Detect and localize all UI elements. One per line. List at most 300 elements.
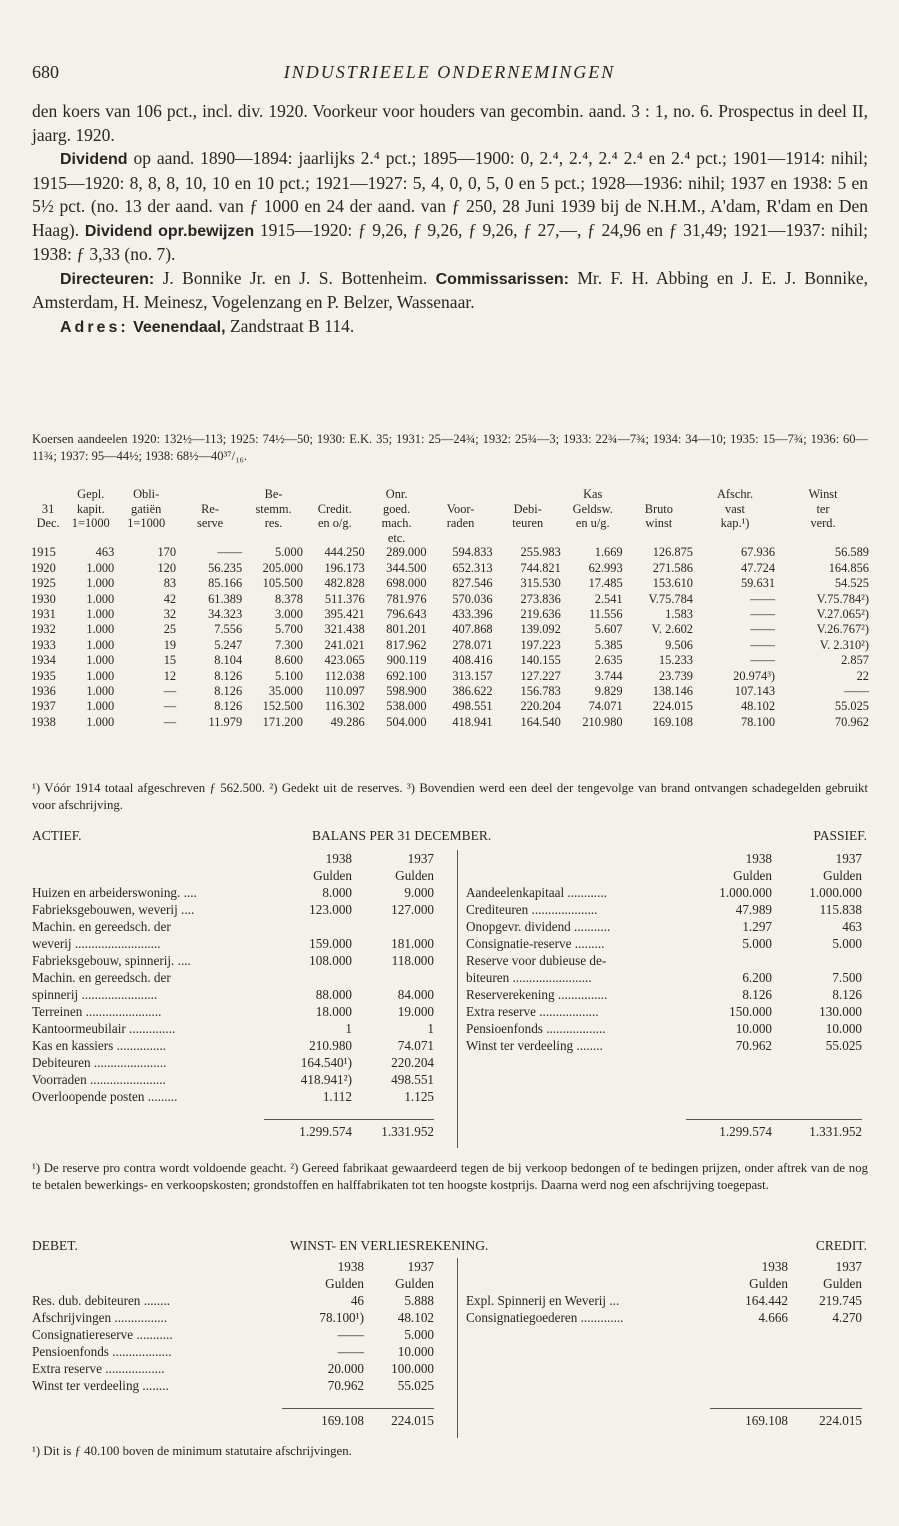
dividend-label: Dividend [60,151,128,168]
spacer-row [32,1394,434,1409]
value-cell: 126.875 [652,545,693,560]
ledger-value-1938: 1 [345,1021,352,1036]
ledger-label: Debiteuren ...................... [32,1055,167,1070]
value-cell: 3.000 [275,607,303,621]
value-cell: 139.092 [520,622,561,637]
total-row [32,1409,434,1430]
ledger-label: Winst ter verdeeling ........ [32,1378,169,1393]
spacer-cell [466,1105,862,1120]
blank-cell [466,1120,686,1141]
ledger-value-1938: 1.297 [742,919,772,934]
ledger-value-1937: 127.000 [391,902,434,917]
value-cell: 116.302 [324,699,365,714]
ledger-value-1938 [264,969,352,986]
column-header: Afschr. [716,487,754,501]
value-cell: 49.286 [330,714,365,729]
unit-header: Gulden [395,868,434,883]
dividend-bewijzen-text: 1915—1920: ƒ 9,26, ƒ 9,26, ƒ 9,26, ƒ 27,—, ƒ 24,96 en ƒ 31,49; 1921—1937: nihil; 1938: ƒ 3,33 (no. 7). [32,219,869,264]
ledger-value-1938: 8.126 [742,987,772,1002]
total-value: 1.299.574 [264,1120,352,1141]
value-cell: 196.173 [324,560,365,575]
value-cell: —— [750,653,776,668]
column-header: Bruto [644,501,673,516]
ledger-value-1937 [352,969,434,986]
passief-section [466,850,862,1140]
ledger-value-1938: —— [337,1327,364,1342]
credit-table [466,1258,862,1429]
column-header: Credit. [317,501,352,516]
value-cell: 110.097 [324,684,365,699]
column-header: mach. [381,516,412,531]
spacer-row [466,1377,862,1394]
value-cell: 8.126 [214,684,243,699]
statistics-header [30,487,870,545]
value-cell: 164.856 [828,560,869,575]
total-row [32,1120,434,1141]
winst-divider [457,1258,458,1438]
ledger-label: weverij .......................... [32,936,161,951]
ledger-label: Consignatiereserve ........... [32,1327,173,1342]
ledger-row [466,935,862,952]
year-cell: 1930 [31,591,56,606]
column-header-row [32,1258,434,1275]
ledger-value-1937: 5.888 [404,1293,434,1308]
ledger-value-1937: 10.000 [825,1021,862,1036]
statistics-row [30,684,870,699]
value-cell: 744.821 [520,560,561,575]
value-cell: 20.974³) [733,668,776,683]
column-header [177,487,243,502]
value-cell: 570.036 [452,591,493,606]
ledger-row [32,935,434,952]
value-cell: 2.857 [841,653,869,668]
column-header [624,487,694,502]
year-cell: 1931 [31,607,56,621]
spacer-row [466,1394,862,1409]
value-cell: 224.015 [652,699,693,714]
column-header [30,531,66,546]
ledger-value-1938 [686,952,772,969]
value-cell: 83 [163,576,177,591]
column-header: 31 [41,501,55,516]
ledger-value-1938: 70.962 [735,1038,772,1053]
ledger-row [466,901,862,918]
column-header [494,487,562,502]
column-header [243,531,304,546]
ledger-row [466,952,862,969]
value-cell: 8.378 [275,591,303,606]
total-row [466,1409,862,1430]
value-cell: 801.201 [386,622,427,637]
value-cell: 1.000 [86,560,115,575]
value-cell: 698.000 [386,576,427,591]
ledger-value-1937: 1.000.000 [809,885,862,900]
ledger-value-1937: 219.745 [819,1293,862,1308]
column-header: Voor- [446,501,475,516]
page-number: 680 [32,62,59,82]
value-cell: 418.941 [452,714,493,729]
ledger-value-1937: 220.204 [391,1055,434,1070]
value-cell: 48.102 [740,699,776,714]
column-header: en u/g. [575,516,610,531]
value-cell: 11.556 [589,607,623,621]
column-header [304,531,366,546]
blank-cell [32,867,264,884]
spacer-row [32,1105,434,1120]
spacer-cell [466,1394,862,1409]
value-cell: 8.104 [214,653,243,668]
value-cell: 8.126 [214,668,243,683]
ledger-value-1937: 118.000 [391,953,434,968]
ledger-label: Pensioenfonds .................. [32,1344,172,1359]
debet-table [32,1258,434,1429]
value-cell: 315.530 [520,576,561,591]
ledger-row [466,1292,862,1309]
ledger-row [466,986,862,1003]
value-cell: 5.385 [594,637,623,652]
value-cell: 171.200 [262,714,303,729]
column-header: verd. [810,516,836,531]
value-cell: 140.155 [520,653,561,668]
statistics-row [30,607,870,622]
value-cell: 1.000 [86,714,115,729]
actief-section [32,850,434,1140]
statistics-table [30,487,870,730]
spacer-cell [32,1394,434,1409]
spacer-cell [466,1360,862,1377]
ledger-label: Reserve voor dubieuse de- [466,953,607,968]
directeuren-label: Directeuren: [60,270,155,288]
blank-cell [466,1275,710,1292]
ledger-value-1938: 6.200 [742,970,772,985]
ledger-value-1938: 4.666 [758,1310,788,1325]
balans-footnote [32,1160,868,1194]
year-cell: 1938 [31,714,56,729]
value-cell: 2.635 [594,653,623,668]
statistics-row [30,622,870,637]
spacer-cell [466,1054,862,1071]
value-cell: 22 [856,668,869,683]
directeuren-text: J. Bonnike Jr. en J. S. Bottenheim. [162,267,428,288]
value-cell: 7.300 [275,637,303,652]
winst-footnote-text: ¹) Dit is ƒ 40.100 boven de minimum statutaire afschrijvingen. [32,1444,352,1458]
blank-cell [466,1258,710,1275]
blank-cell [32,850,264,867]
ledger-label: Huizen en arbeiderswoning. .... [32,885,197,900]
column-header: teuren [512,516,544,531]
value-cell: 56.589 [834,545,869,560]
unit-header: Gulden [823,868,862,883]
column-header: raden [446,516,475,531]
value-cell: 32 [163,607,177,621]
ledger-label: Pensioenfonds .................. [466,1021,606,1036]
ledger-label: biteuren ........................ [466,970,592,985]
statistics-header-row [30,531,870,546]
ledger-value-1938: 20.000 [327,1361,364,1376]
value-cell: —— [217,545,243,560]
column-header: goed. [383,501,411,516]
value-cell: 105.500 [262,576,303,591]
column-header [115,531,177,546]
ledger-value-1937: 1.125 [404,1089,434,1104]
value-cell: 511.376 [324,591,365,606]
ledger-row [32,986,434,1003]
value-cell: 5.100 [275,668,303,683]
value-cell: 56.235 [208,560,243,575]
company-description [32,100,868,339]
column-header-row [466,850,862,867]
spacer-row [466,1088,862,1105]
ledger-row [32,1377,434,1394]
value-cell: 1.000 [86,684,115,699]
dividend-bewijzen-label: Dividend opr.bewijzen [84,222,255,240]
column-header: stemm. [255,501,292,516]
ledger-row [32,901,434,918]
ledger-row [32,1309,434,1326]
value-cell: 289.000 [386,545,427,560]
column-header: Kas [583,487,603,501]
value-cell: 313.157 [452,668,493,683]
statistics-footnote-text: ¹) Vóór 1914 totaal afgeschreven ƒ 562.500. ²) Gedekt uit de reserves. ³) Bovendien werd een deel der tengevolge van brand ontvangen schadegelden gebruikt voor afschrijving. [32,781,868,812]
column-header-row [32,1275,434,1292]
value-cell: 5.700 [275,622,303,637]
statistics-header-row [30,502,870,517]
ledger-value-1938: —— [337,1344,364,1359]
value-cell: 197.223 [520,637,561,652]
blank-cell [466,1409,710,1430]
column-header: vast [725,501,745,516]
ledger-value-1937 [352,918,434,935]
ledger-value-1938: 70.962 [327,1378,364,1393]
ledger-value-1937: 1 [427,1021,434,1036]
column-header: Re- [201,501,220,516]
ledger-value-1938: 164.442 [745,1293,788,1308]
ledger-label: Kas en kassiers ............... [32,1038,167,1053]
value-cell: 504.000 [386,714,427,729]
value-cell: 538.000 [386,699,427,714]
value-cell: 1.583 [665,607,693,621]
value-cell: 463 [95,545,115,560]
ledger-row [32,1088,434,1105]
ledger-value-1937: 4.270 [832,1310,862,1325]
column-header [562,531,624,546]
spacer-cell [466,1071,862,1088]
value-cell: 164.540 [520,714,561,729]
actief-title: ACTIEF. [32,828,82,843]
spacer-row [466,1360,862,1377]
ledger-value-1937: 55.025 [397,1378,434,1393]
column-header: Onr. [385,487,408,501]
ledger-label: Overloopende posten ......... [32,1089,178,1104]
value-cell: 219.636 [520,607,561,621]
unit-header: Gulden [313,868,352,883]
ledger-value-1938: 418.941²) [300,1072,352,1087]
column-header: winst [645,516,673,531]
value-cell: —— [750,591,776,606]
ledger-value-1937: 74.071 [397,1038,434,1053]
actief-table [32,850,434,1140]
prose-paragraph-dividend [32,147,868,267]
value-cell: 170 [157,545,177,560]
year-cell: 1936 [31,684,56,699]
value-cell: 827.546 [452,576,493,591]
column-header: Gepl. [77,487,105,501]
ledger-value-1938: 210.980 [309,1038,352,1053]
ledger-value-1937: 19.000 [397,1004,434,1019]
ledger-label: Machin. en gereedsch. der [32,919,171,934]
spacer-row [466,1326,862,1343]
value-cell: 781.976 [386,591,427,606]
value-cell: 1.000 [86,576,115,591]
unit-header: Gulden [325,1276,364,1291]
value-cell: 271.586 [652,560,693,575]
year-header: 1938 [761,1259,788,1274]
ledger-value-1937: 10.000 [397,1344,434,1359]
ledger-value-1938: 10.000 [735,1021,772,1036]
ledger-value-1937: 48.102 [397,1310,434,1325]
column-header: res. [264,516,283,531]
ledger-row [32,1054,434,1071]
ledger-value-1938: 78.100¹) [319,1310,364,1325]
value-cell: 35.000 [268,684,303,699]
value-cell: 5.607 [594,622,623,637]
column-header [624,531,694,546]
year-cell: 1932 [31,622,56,637]
ledger-label: Reserverekening ............... [466,987,608,1002]
column-header: etc. [387,530,406,545]
value-cell: 796.643 [386,607,427,621]
ledger-value-1938: 88.000 [315,987,352,1002]
ledger-value-1937: 84.000 [397,987,434,1002]
ledger-value-1937: 7.500 [832,970,862,985]
year-header: 1938 [325,851,352,866]
value-cell: 1.669 [594,545,623,560]
value-cell: —— [750,607,776,621]
ledger-value-1937: 5.000 [404,1327,434,1342]
debet-section [32,1258,434,1429]
value-cell: 11.979 [208,714,243,729]
spacer-cell [32,1105,434,1120]
ledger-label: Aandeelenkapitaal ............ [466,885,607,900]
koersen-block [32,431,868,465]
unit-header: Gulden [823,1276,862,1291]
unit-header: Gulden [733,868,772,883]
value-cell: V.75.784²) [816,591,869,606]
ledger-label: Expl. Spinnerij en Weverij ... [466,1293,620,1308]
value-cell: 78.100 [740,714,776,729]
column-header: serve [197,516,224,531]
value-cell: — [163,714,177,729]
year-header: 1938 [745,851,772,866]
ledger-row [466,918,862,935]
ledger-value-1937: 498.551 [391,1072,434,1087]
spacer-row [466,1105,862,1120]
ledger-value-1938: 8.000 [322,885,352,900]
column-header: gatiën [131,501,162,516]
value-cell: 210.980 [582,714,623,729]
value-cell: 152.500 [262,699,303,714]
year-header: 1938 [337,1259,364,1274]
year-header: 1937 [407,1259,434,1274]
value-cell: 9.829 [594,684,623,699]
koersen-text: Koersen aandeelen 1920: 132½—113; 1925: 74½—50; 1930: E.K. 35; 1931: 25—24¾; 1932: 25¾—3; 1933: 22¾—7¾; 1934: 34—10; 1935: 15—7¾; 1936: 60—11¾; 1937: 95—44½; 1938: 68½—40³⁷/₁₆. [32,432,868,463]
ledger-row [32,918,434,935]
column-header: Winst [808,487,838,501]
commissarissen-label: Commissarissen: [435,270,569,288]
credit-title: CREDIT. [815,1238,867,1253]
total-value: 224.015 [364,1409,434,1430]
year-cell: 1915 [31,545,56,560]
ledger-label: Onopgevr. dividend ........... [466,919,611,934]
value-cell: 67.936 [740,545,776,560]
ledger-label: Fabrieksgebouw, spinnerij. .... [32,953,191,968]
ledger-row [32,1020,434,1037]
ledger-row [32,1292,434,1309]
ledger-row [466,1020,862,1037]
ledger-value-1938: 47.989 [735,902,772,917]
ledger-value-1937: 115.838 [819,902,862,917]
spacer-cell [466,1088,862,1105]
value-cell: 74.071 [588,699,623,714]
value-cell: 1.000 [86,622,115,637]
value-cell: 61.389 [208,591,243,606]
running-title: INDUSTRIEELE ONDERNEMINGEN [283,62,616,82]
spacer-cell [466,1326,862,1343]
ledger-row [466,884,862,901]
prose-paragraph-adres [32,315,868,340]
column-header [776,531,870,546]
value-cell: 62.993 [588,560,623,575]
value-cell: 423.065 [324,653,365,668]
ledger-row [466,1037,862,1054]
value-cell: 278.071 [452,637,493,652]
adres-text: Zandstraat B 114. [229,315,355,336]
value-cell: 19 [163,637,177,652]
statistics-row [30,545,870,560]
spacer-cell [466,1377,862,1394]
ledger-label: Winst ter verdeeling ........ [466,1038,603,1053]
year-cell: 1920 [31,560,56,575]
statistics-row [30,561,870,576]
value-cell: 23.739 [658,668,693,683]
statistics-footnote [32,780,868,814]
value-cell: 386.622 [452,684,493,699]
value-cell: —— [750,637,776,652]
value-cell: 220.204 [520,699,561,714]
ledger-row [32,969,434,986]
statistics-row [30,638,870,653]
total-value: 169.108 [710,1409,788,1430]
ledger-label: Crediteuren .................... [466,902,598,917]
ledger-value-1937: 100.000 [391,1361,434,1376]
value-cell: 7.556 [214,622,243,637]
value-cell: 2.541 [594,591,623,606]
ledger-value-1938: 5.000 [742,936,772,951]
ledger-value-1937: 8.126 [832,987,862,1002]
ledger-row [466,969,862,986]
column-header [428,531,494,546]
passief-table [466,850,862,1140]
value-cell: 482.828 [324,576,365,591]
ledger-value-1937: 130.000 [819,1004,862,1019]
value-cell: 241.021 [324,637,365,652]
spacer-row [466,1071,862,1088]
ledger-label: Consignatiegoederen ............. [466,1310,624,1325]
value-cell: V.75.784 [648,591,693,606]
value-cell: 273.836 [520,591,561,606]
total-value: 224.015 [788,1409,862,1430]
ledger-value-1938: 159.000 [309,936,352,951]
